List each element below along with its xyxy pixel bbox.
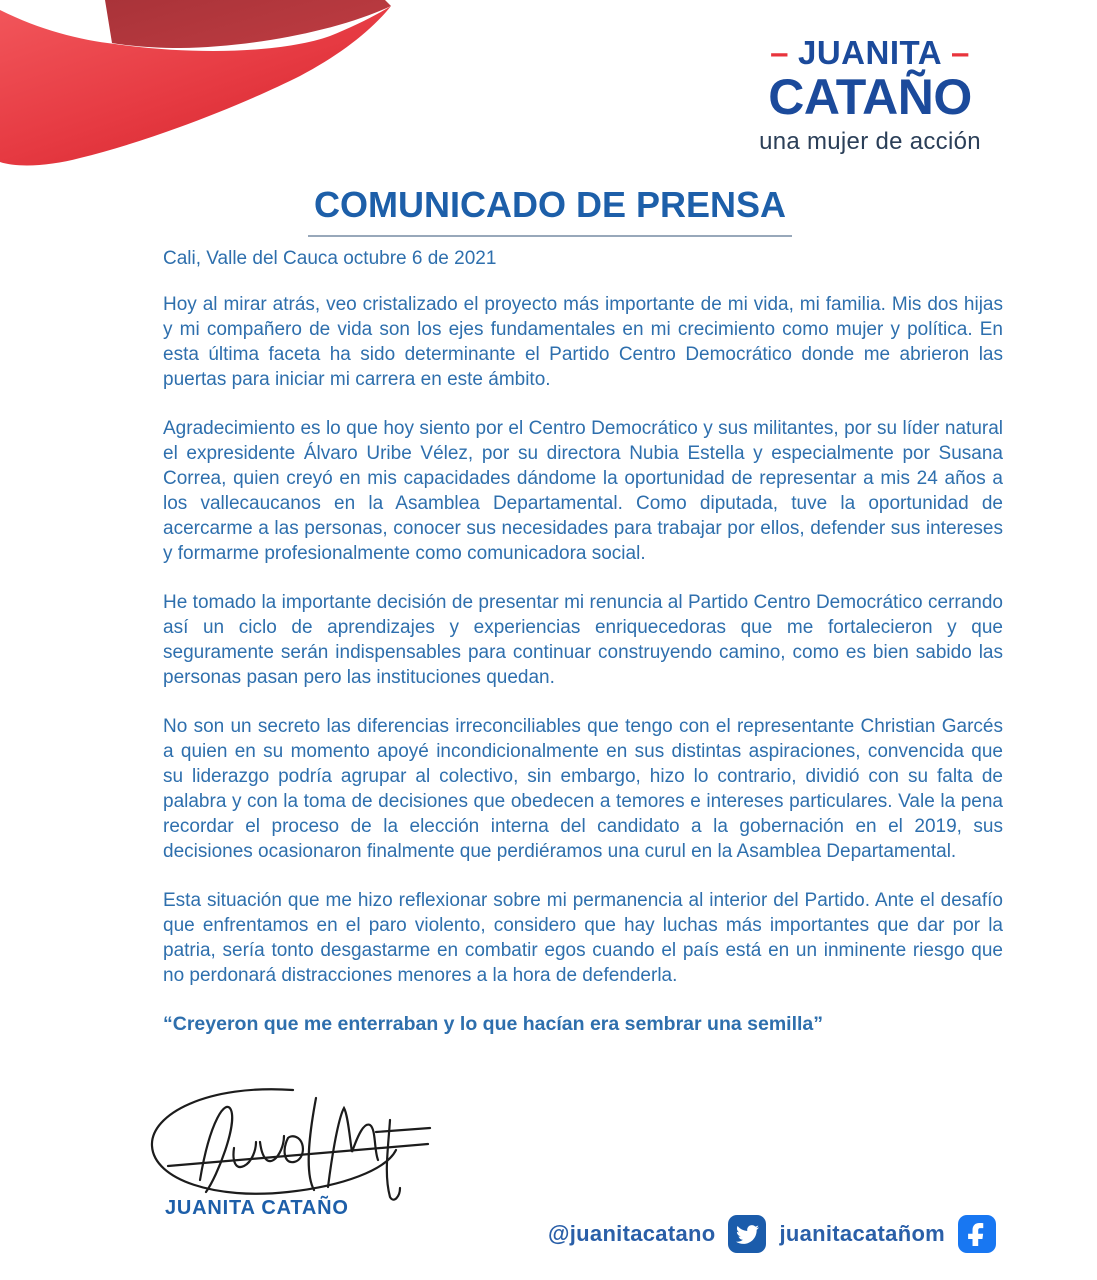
logo-tagline: una mujer de acción	[759, 128, 981, 155]
logo-right-dash: –	[951, 34, 970, 71]
title-block	[130, 184, 970, 237]
signature-strokes	[138, 1080, 438, 1208]
facebook-f-icon	[966, 1223, 989, 1246]
twitter-handle[interactable]: @juanitacatano	[548, 1221, 716, 1246]
twitter-bird-icon	[736, 1223, 759, 1246]
paragraph-3: He tomado la importante decisión de presentar mi renuncia al Partido Centro Democrático cerrando así un ciclo de aprendizajes y experiencias enriquecedoras que me fortalecieron y que seguramente serán indispensables para continuar construyendo camino, como es bien sabido las personas pasan pero las instituciones quedan.	[163, 592, 1003, 688]
signatory-name: JUANITA CATAÑO	[165, 1197, 349, 1219]
paragraph-2: Agradecimiento es lo que hoy siento por el Centro Democrático y sus militantes, por su líder natural el expresidente Álvaro Uribe Vélez, por su directora Nubia Estella y especialmente por Susana Correa, quien creyó en mis capacidades dándome la oportunidad de representar a mis 24 años a los vallecaucanos en la Asamblea Departamental. Como diputada, tuve la oportunidad de acercarme a las personas, conocer sus necesidades para trabajar por ellos, defender sus intereses y formarme profesionalmente como comunicadora social.	[163, 418, 1003, 564]
page-title: COMUNICADO DE PRENSA	[308, 184, 792, 237]
brand-logo	[750, 36, 990, 156]
closing-quote: “Creyeron que me enterraban y lo que hacían era sembrar una semilla”	[163, 1013, 824, 1035]
logo-last-name: CATAÑO	[768, 69, 972, 125]
ribbon-graphic	[0, 0, 400, 185]
logo-first-name: JUANITA	[797, 34, 943, 71]
paragraph-5: Esta situación que me hizo reflexionar sobre mi permanencia al interior del Partido. Ante el desafío que enfrentamos en el paro violento, considero que hay luchas más importantes que dar por la patria, sería tonto desgastarme en combatir egos cuando el país está en un inminente riesgo que no perdonará distracciones menores a la hora de defenderla.	[163, 890, 1003, 986]
facebook-handle[interactable]: juanitacatañom	[779, 1221, 946, 1246]
social-footer	[548, 1214, 996, 1254]
paragraph-1: Hoy al mirar atrás, veo cristalizado el proyecto más importante de mi vida, mi familia. Mis dos hijas y mi compañero de vida son los ejes fundamentales en mi crecimiento como mujer y política. En esta última faceta ha sido determinante el Partido Centro Democrático donde me abrieron las puertas para iniciar mi carrera en este ámbito.	[163, 294, 1003, 390]
dateline: Cali, Valle del Cauca octubre 6 de 2021	[163, 248, 497, 269]
signature	[138, 1080, 438, 1208]
logo-left-dash: –	[770, 34, 789, 71]
logo-name-line	[750, 36, 990, 69]
facebook-icon[interactable]	[958, 1215, 996, 1253]
ribbon-svg	[0, 0, 400, 185]
press-release-body	[163, 292, 1003, 1061]
twitter-icon[interactable]	[728, 1215, 766, 1253]
paragraph-4: No son un secreto las diferencias irreconciliables que tengo con el representante Christian Garcés a quien en su momento apoyé incondicionalmente en sus distintas aspiraciones, convencida que su liderazgo podría agrupar al colectivo, sin embargo, hizo lo contrario, dividió con su falta de palabra y con la toma de decisiones que obedecen a temores e intereses particulares. Vale la pena recordar el proceso de la elección interna del candidato a la gobernación en el 2019, sus decisiones ocasionaron finalmente que perdiéramos una curul en la Asamblea Departamental.	[163, 716, 1003, 862]
